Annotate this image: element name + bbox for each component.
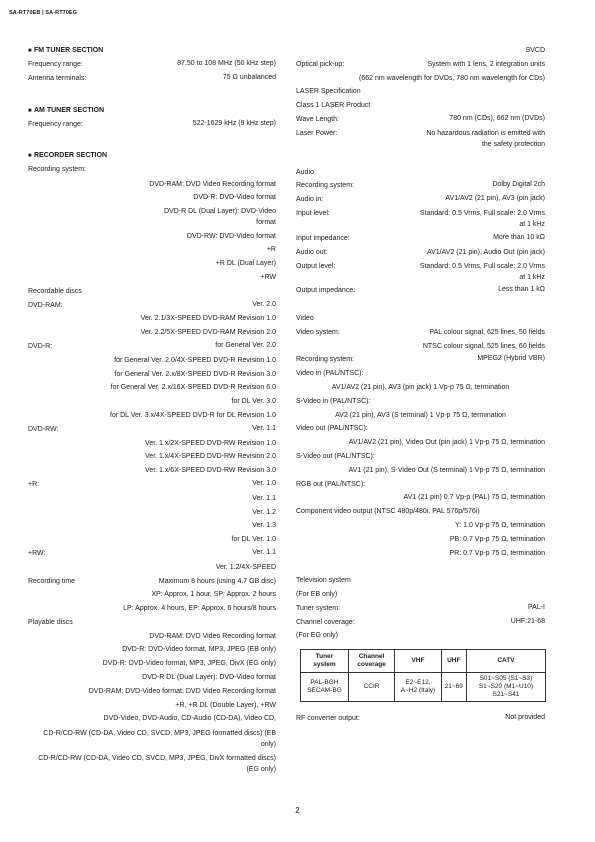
plus-r-row: +R: Ver. 1.0: [28, 479, 276, 488]
bullet-icon: ■: [28, 153, 32, 160]
laser-class-label: Class 1 LASER Product: [296, 102, 371, 110]
audio-heading: Audio: [296, 168, 314, 176]
video-out-label: Video out (PAL/NTSC):: [296, 425, 368, 433]
fm-frequency-row: Frequency range: 87.50 to 108 MHz (50 kHz step): [28, 60, 276, 68]
fm-antenna-row: Antenna terminals: 75 Ω unbalanced: [28, 73, 276, 82]
optical-pickup-row: Optical pick-up: System with 1 lens, 2 integration units: [296, 61, 545, 69]
rgb-out-label: RGB out (PAL/NTSC):: [296, 480, 366, 488]
svideo-in-label: S-Video in (PAL/NTSC):: [296, 397, 371, 405]
wave-length-row: Wave Length: 780 nm (CDs), 662 nm (DVDs): [296, 114, 545, 123]
tv-system-table: [300, 649, 546, 702]
channel-coverage-row: Channel coverage: UHF:21-68: [296, 617, 545, 626]
video-in-label: Video in (PAL/NTSC):: [296, 370, 364, 378]
video-system-row: Video system: PAL colour signal, 625 lines, 50 fields: [296, 329, 545, 337]
laser-spec-label: LASER Specification: [296, 88, 361, 96]
audio-out-row: Audio out: AV1/AV2 (21 pin), Audio Out (pin jack): [296, 249, 545, 257]
input-impedance-row: Input impedance: More than 10 kΩ: [296, 233, 545, 242]
eb-only-label: (For EB only): [296, 591, 338, 599]
video-heading: Video: [296, 314, 314, 322]
bullet-icon: ■: [28, 48, 32, 54]
fm-tuner-heading: ■ FM TUNER SECTION: [28, 44, 276, 58]
recordable-discs-label: Recordable discs: [28, 287, 82, 295]
recording-time-row: Recording time Maximum 8 hours (using 4.7 GB disc): [28, 578, 276, 585]
rf-converter-row: RF converter output: Not provided: [296, 714, 545, 723]
laser-power-row: Laser Power: No hazardous radiation is emitted with the safety protection: [296, 130, 545, 149]
eg-only-label: (For EG only): [296, 632, 339, 640]
tv-system-heading: Television system: [296, 577, 351, 585]
pickup-note: (662 nm wavelength for DVDs, 780 nm wavelength for CDs): [359, 74, 545, 82]
playable-discs-label: Playable discs: [28, 618, 73, 626]
model-label: SA-RT70EB | SA-RT70EG: [9, 10, 78, 16]
page-number: 2: [295, 806, 300, 815]
table-row: PAL-BGH SECAM-BG CCIR E2~E12, A~H2 (Italy) 21~69 S01~S05 (S1~S3) S1~S20 (M1~U10) S21~S41: [301, 673, 546, 702]
left-column: ■ FM TUNER SECTION Frequency range: 87.50 to 108 MHz (50 kHz step) Antenna terminals: 75 Ω unbalanced ■ AM TUNER SECTION Frequency range: 522-1629 kHz (9 kHz step) ■ RECORDER SECTION Recording system: DVD-RAM: DVD Video Recording format DVD-R: DVD-Video format DVD-R DL (Dual Layer): DVD-Video format DVD-RW: DVD-Video format +R +R DL (Dual Layer) +RW Recordable discs DVD-RAM: Ver. 2.0 Ver. 2.1/3X-SPEED DVD-RAM Revision 1.0 Ver. 2.2/5X-SPEED DVD-RAM Revision 2.0 DVD-R: for General Ver. 2.0 for General Ver. 2.0/4X-SPEED DVD-R Revision 1.0 for General Ver. 2.x/8X-SPEED DVD-R Revision 3.0 for General Ver. 2.x/16X-SPEED DVD-R Revision 6.0 for DL Ver. 3.0 for DL Ver. 3.x/4X-SPEED DVD-R for DL Revision 1.0 DVD-RW: Ver. 1.1 Ver. 1.x/2X-SPEED DVD-RW Revision 1.0 Ver. 1.x/4X-SPEED DVD-RW Revision 2.0 Ver. 1.x/6X-SPEED DVD-RW Revision 3.0 +R: Ver. 1.0 Ver. 1.1 Ver. 1.2 Ver. 1.3 for DL Ver. 1.0 +RW: Ver. 1.1 Ver. 1.2/4X-SPEED Recording time Maximum 8 hours (using 4.7 GB disc) XP: Approx. 1 hour, SP: Approx. 2 hours LP: Approx. 4 hours, EP: Approx. 6 hours/8 hours Playable discs DVD-RAM: DVD Video Recording format DVD-R: DVD-Video format, MP3, JPEG (EB only) DVD-R: DVD-Video format, MP3, JPEG, DivX (EG only) DVD-R DL (Dual Layer): DVD-Video format DVD-RAM: DVD-Video format, DVD Video Recording format +R, +R DL (Double Layer), +RW DVD-Video, DVD-Audio, CD-Audio (CD-DA), Video CD, CD-R/CD-RW (CD-DA, Video CD, SVCD, MP3, JPEG formatted discs) (EB only) CD-R/CD-RW (CD-DA, Video CD, SVCD, MP3, JPEG, DivX formatted discs) (EG only): [28, 36, 276, 776]
dvdr-row: DVD-R: for General Ver. 2.0: [28, 341, 276, 350]
svideo-out-label: S-Video out (PAL/NTSC):: [296, 452, 375, 460]
video-rec-row: Recording system: MPEG2 (Hybrid VBR): [296, 355, 545, 364]
recording-system-values: DVD-RAM: DVD Video Recording format DVD-R: DVD-Video format DVD-R DL (Dual Layer): DVD-Video format DVD-RW: DVD-Video format +R +R DL (Dual Layer) +RW: [149, 180, 276, 281]
am-tuner-heading: ■ AM TUNER SECTION: [28, 104, 276, 118]
right-column: SVCD Optical pick-up: System with 1 lens, 2 integration units (662 nm wavelength for DVDs, 780 nm wavelength for CDs) LASER Specification Class 1 LASER Product Wave Length: 780 nm (CDs), 662 nm (DVDs) Laser Power: No hazardous radiation is emitted with the safety protection Audio Recording system: Dolby Digital 2ch Audio in: AV1/AV2 (21 pin), AV3 (pin jack) Input level: Standard: 0.5 Vrms, Full scale: 2.0 Vrms at 1 kHz Input impedance: More than 10 kΩ Audio out: AV1/AV2 (21 pin), Audio Out (pin jack) Output level: Standard: 0.5 Vrms, Full scale: 2.0 Vrms at 1 kHz Output impedance: Less than 1 kΩ Video Video system: PAL colour signal, 625 lines, 50 fields NTSC colour signal, 525 lines, 60 fields Recording system: MPEG2 (Hybrid VBR) Video in (PAL/NTSC): AV1/AV2 (21 pin), AV3 (pin jack) 1 Vp-p 75 Ω, termination S-Video in (PAL/NTSC): AV2 (21 pin), AV3 (S terminal) 1 Vp-p 75 Ω, termination Video out (PAL/NTSC): AV1/AV2 (21 pin), Video Out (pin jack) 1 Vp-p 75 Ω, termination S-Video out (PAL/NTSC): AV1 (21 pin), S-Video Out (S terminal) 1 Vp-p 75 Ω, termination RGB out (PAL/NTSC): AV1 (21 pin) 0.7 Vp-p (PAL) 75 Ω, termination Component video output (NTSC 480p/480i, PAL 576p/576i) Y: 1.0 Vp-p 75 Ω, termination PB: 0.7 Vp-p 75 Ω, termination PR: 0.7 Vp-p 75 Ω, termination Television system (For EB only) Tuner system: PAL-I Channel coverage: UHF:21-68 (For EG only) Tuner system Channel coverage VHF UHF CATV PAL-BGH SECAM-BG CCIR E2~E12, A~H2 (Italy) 21~69 S01~S05 (S1~S3) S1~S20 (M1~U10) S21~S41 RF converter output: Not provided: [296, 36, 545, 726]
audio-rec-row: Recording system: Dolby Digital 2ch: [296, 181, 545, 190]
bullet-icon: ■: [28, 107, 32, 114]
am-frequency-row: Frequency range: 522-1629 kHz (9 kHz step): [28, 119, 276, 128]
input-level-row: Input level: Standard: 0.5 Vrms, Full scale: 2.0 Vrms at 1 kHz: [296, 210, 545, 229]
output-impedance-row: Output impedance: Less than 1 kΩ: [296, 286, 545, 295]
svcd-label: SVCD: [525, 47, 545, 54]
table-header-row: Tuner system Channel coverage VHF UHF CATV: [301, 650, 546, 673]
component-label: Component video output (NTSC 480p/480i, PAL 576p/576i): [296, 508, 480, 516]
dvdrw-row: DVD-RW: Ver. 1.1: [28, 424, 276, 433]
output-level-row: Output level: Standard: 0.5 Vrms, Full scale: 2.0 Vrms at 1 kHz: [296, 262, 545, 281]
tuner-system-row: Tuner system: PAL-I: [296, 603, 545, 612]
recording-system-label: Recording system:: [28, 166, 86, 174]
audio-in-row: Audio in: AV1/AV2 (21 pin), AV3 (pin jack): [296, 195, 545, 204]
recorder-heading: ■ RECORDER SECTION: [28, 149, 276, 163]
plus-rw-row: +RW: Ver. 1.1: [28, 548, 276, 557]
dvdram-row: DVD-RAM: Ver. 2.0: [28, 300, 276, 309]
